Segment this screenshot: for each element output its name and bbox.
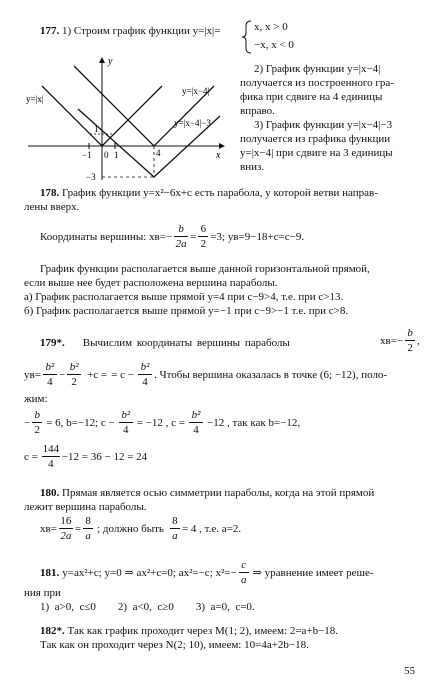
explanation-line: фика при сдвиге на 4 единицы	[240, 91, 383, 103]
equation-text: = −12 , c =	[136, 416, 185, 429]
problem-181-line-2: ния при	[24, 587, 61, 599]
problem-text: 1) Строим график функции y=|x|=	[62, 25, 221, 37]
problem-181-options: 1) a>0, c≤0 2) a<0, c≥0 3) a=0, c=0.	[40, 601, 255, 613]
problem-181-line-1	[40, 558, 374, 587]
denominator: a	[240, 574, 247, 586]
minus-sign: −	[24, 416, 31, 429]
denominator: 2	[34, 424, 40, 436]
fraction	[138, 360, 152, 389]
problem-text: ; должно быть	[97, 522, 164, 535]
x-axis-label: x	[216, 150, 221, 161]
fraction	[170, 514, 180, 543]
fraction	[83, 514, 93, 543]
denominator: 4	[142, 376, 148, 388]
numerator: 6	[200, 223, 207, 235]
problem-178-case-a: а) График располагается выше прямой y=4 при c−9>4, т.е. при c>13.	[24, 291, 344, 303]
numerator: b²	[45, 361, 55, 373]
denominator: 2	[407, 342, 413, 354]
problem-179-line-1	[40, 336, 290, 350]
problem-178-intro-2: лены вверх.	[24, 201, 80, 213]
problem-number: 177.	[40, 25, 60, 37]
tick-label-y-1: 1	[94, 124, 99, 134]
problem-text: ⇒ уравнение имеет реше-	[252, 566, 374, 579]
fraction	[239, 558, 249, 587]
problem-text: Вычислим координаты вершины параболы	[82, 337, 290, 349]
fraction	[42, 442, 60, 471]
numerator: b	[34, 409, 40, 421]
numerator: b²	[140, 361, 150, 373]
numerator: b	[178, 223, 184, 235]
problem-number: 178.	[40, 187, 60, 199]
denominator: 4	[122, 424, 129, 436]
numerator: b²	[191, 409, 201, 421]
denominator: 4	[47, 376, 53, 388]
fraction	[198, 222, 208, 251]
vertex-y-formula	[24, 360, 387, 389]
explanation-line: получается из графика функции	[240, 133, 391, 145]
problem-177-heading	[40, 24, 220, 38]
vertex-y-label: yв=	[24, 368, 41, 381]
problem-text: = 4 , т.е. a=2.	[181, 522, 242, 535]
problem-178-para-2: если выше нее будет расположена вершина параболы.	[24, 277, 278, 289]
problem-178-para-1: График функции располагается выше данной горизонтальной прямой,	[40, 263, 370, 275]
tick-label-y-minus-3: −3	[86, 172, 96, 182]
vertex-tail: =3; yв=9−18+c=c−9.	[210, 230, 305, 243]
fraction	[59, 514, 73, 543]
fraction	[32, 408, 42, 437]
fraction	[189, 408, 203, 437]
fraction	[174, 222, 188, 251]
tick-label-minus-1: −1	[82, 150, 92, 160]
minus-sign: −	[58, 368, 66, 381]
tick-label-4: 4	[156, 148, 161, 158]
problem-180-formula	[40, 514, 241, 543]
numerator: b²	[69, 361, 79, 373]
explanation-line: 3) График функции y=|x−4|−3	[254, 119, 393, 131]
equation-text: = 6, b=−12; c −	[46, 416, 115, 429]
function-graph	[24, 54, 232, 182]
denominator: 2	[71, 376, 77, 388]
problem-182-line-1	[40, 624, 338, 638]
problem-179-equations	[24, 408, 300, 437]
numerator: 8	[172, 515, 178, 527]
denominator: 2	[200, 238, 207, 250]
denominator: 2a	[175, 238, 187, 250]
y-axis-label: y	[108, 56, 113, 67]
equation-text: −12 , так как b=−12,	[206, 416, 301, 429]
problem-text: Прямая является осью симметрии параболы, когда на этой прямой	[62, 487, 375, 499]
numerator: c	[241, 559, 247, 571]
label-y-abs-x-minus-4: y=|x−4|	[182, 86, 210, 96]
label-y-abs-x: y=|x|	[26, 94, 44, 104]
explanation-line: 2) График функции y=|x−4|	[254, 63, 381, 75]
denominator: a	[85, 530, 91, 542]
problem-180-line-1	[40, 486, 374, 500]
problem-number: 180.	[40, 487, 60, 499]
problem-text: Так как график проходит через M(1; 2), имеем: 2=a+b−18.	[67, 625, 339, 637]
label-y-abs-x-minus-4-minus-3: y=|x−4|−3	[174, 118, 211, 128]
problem-number: 179*.	[40, 337, 65, 349]
problem-178-case-b: б) График располагается выше прямой y=−1 при c−9>−1 т.е. при c>8.	[24, 305, 349, 317]
comma: ,	[417, 334, 420, 347]
explanation-line: вправо.	[240, 105, 275, 117]
equation-text: c =	[24, 450, 38, 463]
vertex-x-formula	[380, 326, 420, 355]
explanation-line: y=|x−4| при сдвиге на 3 единицы	[240, 147, 393, 159]
problem-178-intro	[24, 186, 378, 200]
fraction	[67, 360, 81, 389]
problem-179-result	[24, 442, 147, 471]
piecewise-brace	[241, 20, 253, 54]
plus-c: +c =	[87, 368, 108, 381]
equals-sign: =	[74, 522, 82, 535]
fraction	[119, 408, 133, 437]
fraction	[43, 360, 57, 389]
fraction	[405, 326, 415, 355]
numerator: b²	[121, 409, 131, 421]
problem-number: 181.	[40, 566, 60, 579]
vertex-x-label: xв=	[40, 522, 57, 535]
vertex-formula	[40, 222, 304, 251]
denominator: 4	[193, 424, 199, 436]
piecewise-case-1: x, x > 0	[254, 21, 288, 33]
problem-182-line-2: Так как он проходит через N(2; 10), имеем: 10=4a+2b−18.	[40, 639, 309, 651]
explanation-line: вниз.	[240, 161, 265, 173]
problem-text: График функции y=x²−6x+c есть парабола, у которой ветви направ-	[62, 187, 378, 199]
tick-label-1: 1	[114, 150, 119, 160]
numerator: 16	[60, 515, 72, 527]
denominator: 4	[48, 458, 54, 470]
vertex-x-label: xв=−	[380, 334, 404, 347]
equals-sign: =	[190, 230, 197, 243]
problem-177-explanation	[240, 62, 394, 174]
numerator: 144	[42, 443, 60, 455]
equation-text: −12 = 36 − 12 = 24	[61, 450, 148, 463]
tick-label-0: 0	[104, 150, 109, 160]
page-number: 55	[404, 665, 415, 677]
problem-179-line-3: жим:	[24, 393, 48, 405]
denominator: 2a	[60, 530, 72, 542]
equals-c: = c −	[111, 368, 134, 381]
problem-text: . Чтобы вершина оказалась в точке (6; −12), поло-	[153, 368, 388, 381]
problem-text: y=ax²+c; y=0 ⇒ ax²+c=0; ax²=−c; x²=−	[62, 566, 237, 579]
piecewise-case-2: −x, x < 0	[254, 39, 294, 51]
vertex-label: Координаты вершины: xв=−	[40, 230, 173, 243]
explanation-line: получается из построенного гра-	[240, 77, 394, 89]
problem-180-line-2: лежит вершина параболы.	[24, 501, 147, 513]
numerator: 8	[85, 515, 91, 527]
problem-number: 182*.	[40, 625, 65, 637]
numerator: b	[407, 327, 413, 339]
denominator: a	[172, 530, 178, 542]
